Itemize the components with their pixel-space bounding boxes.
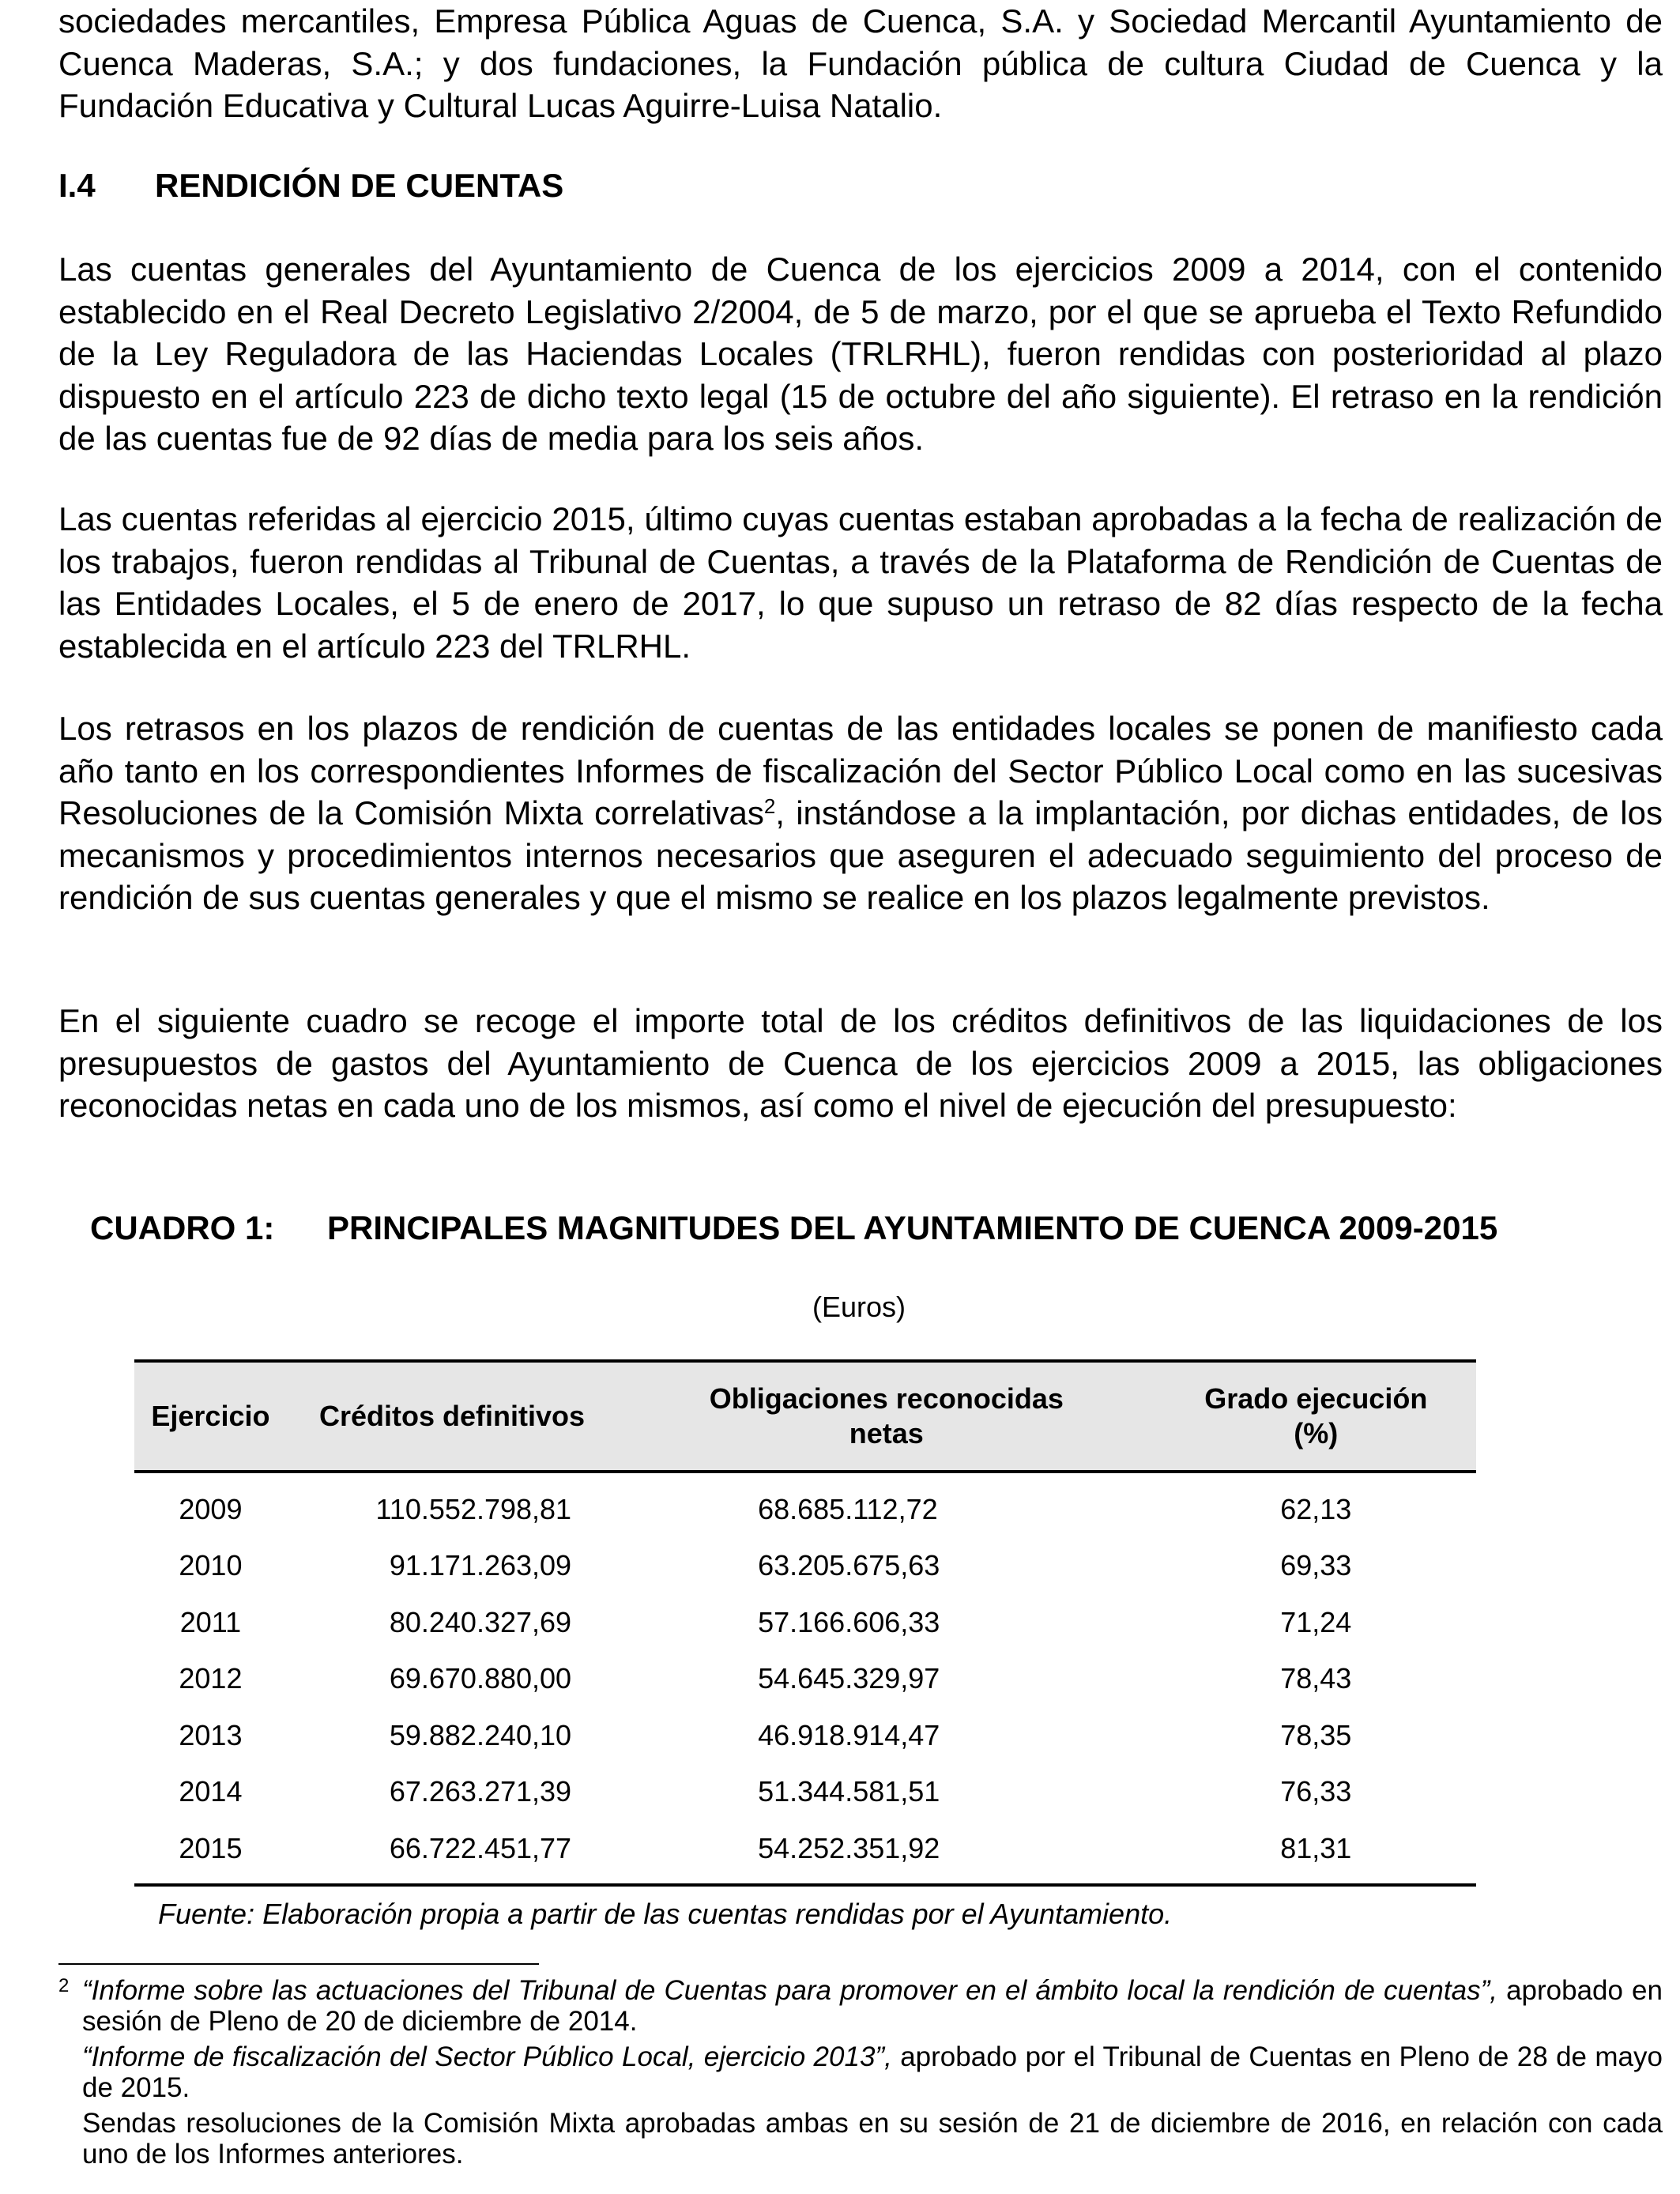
cell-credits: 91.171.263,09: [389, 1549, 572, 1582]
magnitudes-table: [134, 1359, 1476, 1887]
footnote-item-2: [82, 2042, 1663, 2103]
cell-grade: 76,33: [1280, 1775, 1352, 1808]
footnote-separator: [58, 1963, 539, 1965]
paragraph-delays-reports: [58, 707, 1663, 919]
footnote: [58, 1976, 1663, 2169]
cell-obligations: 63.205.675,63: [758, 1549, 940, 1582]
cell-credits: 59.882.240,10: [389, 1718, 572, 1751]
cell-credits: 80.240.327,69: [389, 1605, 572, 1638]
table-row: [134, 1651, 1476, 1708]
footnote-item-3: Sendas resoluciones de la Comisión Mixta aprobadas ambas en su sesión de 21 de diciembre de 2016, en relación con cada uno de los Informes anteriores.: [82, 2108, 1663, 2169]
cell-credits: 66.722.451,77: [287, 1820, 617, 1885]
table-units: (Euros): [812, 1291, 906, 1323]
table-label: CUADRO 1:: [90, 1209, 275, 1246]
table-row: [134, 1820, 1476, 1885]
cell-credits: 110.552.798,81: [375, 1492, 572, 1525]
footnote-reference: 2: [763, 794, 776, 818]
table-title-text: PRINCIPALES MAGNITUDES DEL AYUNTAMIENTO DE CUENCA 2009-2015: [327, 1209, 1498, 1246]
cell-year: 2013: [179, 1718, 243, 1751]
table-header-row: [134, 1361, 1476, 1472]
header-grade-line2: (%): [1294, 1417, 1339, 1449]
cell-grade: 78,43: [1280, 1662, 1352, 1695]
table-row: [134, 1764, 1476, 1821]
p3-text-before: Los retrasos en los plazos de rendición de cuentas de las entidades locales se ponen de manifiesto cada año tanto en los correspondientes Informes de fiscalización del Sector Público Local como en las sucesivas Resoluciones de la Comisión Mixta correlativas: [58, 710, 1663, 831]
cell-year: 2009: [179, 1492, 243, 1525]
section-heading: [58, 164, 563, 207]
cell-obligations: 54.645.329,97: [758, 1662, 940, 1695]
cell-grade: 71,24: [1280, 1605, 1352, 1638]
header-obligations-line2: netas: [849, 1417, 924, 1449]
footnote-mark: 2: [58, 1975, 70, 1996]
footnote-item-2-rest: aprobado por el Tribunal de Cuentas en Pleno de 28 de mayo de 2015.: [82, 2041, 1663, 2103]
table-row: [134, 1594, 1476, 1651]
paragraph-table-intro: En el siguiente cuadro se recoge el importe total de los créditos definitivos de las liquidaciones de los presupuestos de gastos del Ayuntamiento de Cuenca de los ejercicios 2009 a 2015, las obligaciones reconocidas netas en cada uno de los mismos, así como el nivel de ejecución del presupuesto:: [58, 1002, 1663, 1124]
header-obligations: [617, 1361, 1155, 1472]
paragraph-2015-accounts: Las cuentas referidas al ejercicio 2015, último cuyas cuentas estaban aprobadas a la fecha de realización de los trabajos, fueron rendidas al Tribunal de Cuentas, a través de la Plataforma de Rendición de Cuentas de las Entidades Locales, el 5 de enero de 2017, lo que supuso un retraso de 82 días respecto de la fecha establecida en el artículo 223 del TRLRHL.: [58, 500, 1663, 665]
header-credits: Créditos definitivos: [287, 1361, 617, 1472]
cell-obligations: 46.918.914,47: [758, 1718, 940, 1751]
table-row: [134, 1707, 1476, 1764]
cell-credits: 69.670.880,00: [389, 1662, 572, 1695]
cell-obligations: 68.685.112,72: [758, 1492, 938, 1525]
footnote-item-1-title: “Informe sobre las actuaciones del Tribunal de Cuentas para promover en el ámbito local la rendición de cuentas”,: [82, 1975, 1497, 2006]
table-row: [134, 1472, 1476, 1538]
cell-credits: 67.263.271,39: [389, 1775, 572, 1808]
cell-grade: 69,33: [1280, 1549, 1352, 1582]
header-obligations-line1: Obligaciones reconocidas: [709, 1382, 1064, 1415]
cell-year: 2014: [179, 1775, 243, 1808]
cell-obligations: 57.166.606,33: [758, 1605, 940, 1638]
table-row: [134, 1538, 1476, 1595]
cell-obligations: 51.344.581,51: [758, 1775, 940, 1808]
footnote-item-1-rest: aprobado en sesión de Pleno de 20 de diciembre de 2014.: [82, 1975, 1663, 2037]
cell-year: 2011: [179, 1605, 242, 1638]
header-year: Ejercicio: [134, 1361, 287, 1472]
section-number: I.4: [58, 167, 96, 204]
p3-text-after: , instándose a la implantación, por dichas entidades, de los mecanismos y procedimientos internos necesarios que aseguren el adecuado seguimiento del proceso de rendición de sus cuentas generales y que el mismo se realice en los plazos legalmente previstos.: [58, 794, 1663, 916]
cell-year: 2012: [179, 1662, 243, 1695]
table-title: [90, 1207, 1497, 1250]
paragraph-intro-tail: sociedades mercantiles, Empresa Pública Aguas de Cuenca, S.A. y Sociedad Mercantil Ayuntamiento de Cuenca Maderas, S.A.; y dos fundaciones, la Fundación pública de cultura Ciudad de Cuenca y la Fundación Educativa y Cultural Lucas Aguirre-Luisa Natalio.: [58, 2, 1663, 124]
paragraph-accounts-delay: Las cuentas generales del Ayuntamiento de Cuenca de los ejercicios 2009 a 2014, con el contenido establecido en el Real Decreto Legislativo 2/2004, de 5 de marzo, por el que se aprueba el Texto Refundido de la Ley Reguladora de las Haciendas Locales (TRLRHL), fueron rendidas con posterioridad al plazo dispuesto en el artículo 223 de dicho texto legal (15 de octubre del año siguiente). El retraso en la rendición de las cuentas fue de 92 días de media para los seis años.: [58, 251, 1663, 457]
cell-grade: 62,13: [1280, 1492, 1352, 1525]
footnote-item-1: [82, 1976, 1663, 2037]
cell-obligations: 54.252.351,92: [617, 1820, 1155, 1885]
table-source: Fuente: Elaboración propia a partir de las cuentas rendidas por el Ayuntamiento.: [158, 1898, 1173, 1930]
cell-grade: 81,31: [1156, 1820, 1476, 1885]
section-title: RENDICIÓN DE CUENTAS: [155, 167, 564, 204]
header-grade: [1156, 1361, 1476, 1472]
cell-grade: 78,35: [1280, 1718, 1352, 1751]
header-grade-line1: Grado ejecución: [1204, 1382, 1428, 1415]
cell-year: 2015: [134, 1820, 287, 1885]
footnote-item-2-title: “Informe de fiscalización del Sector Público Local, ejercicio 2013”,: [82, 2041, 892, 2072]
cell-year: 2010: [179, 1549, 243, 1582]
